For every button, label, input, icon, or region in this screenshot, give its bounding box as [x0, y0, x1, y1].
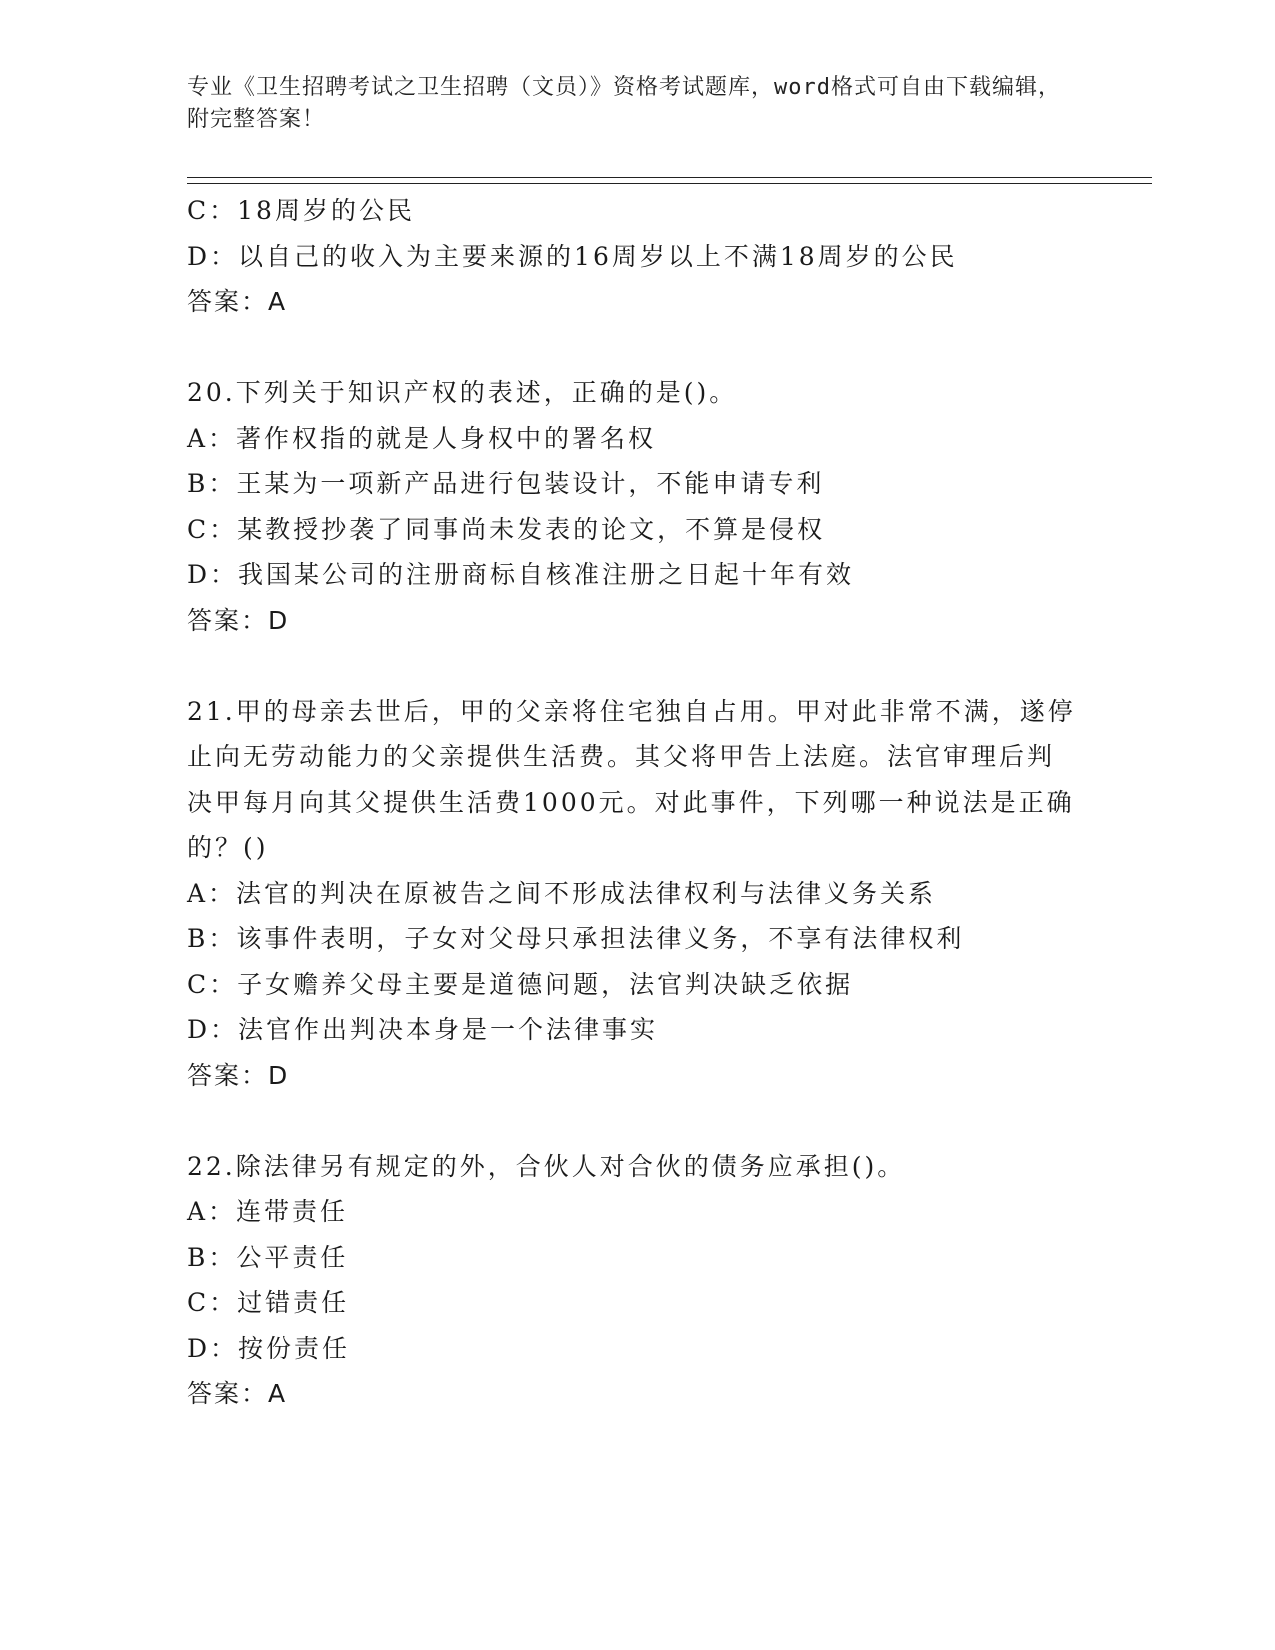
- question-block-20: [187, 370, 1077, 643]
- option-d: D：按份责任: [187, 1333, 351, 1363]
- header-divider-bottom: [187, 183, 1152, 184]
- option-d: D：以自己的收入为主要来源的16周岁以上不满18周岁的公民: [187, 241, 958, 271]
- option-b: B：公平责任: [187, 1242, 349, 1272]
- option-a: A：著作权指的就是人身权中的署名权: [187, 423, 657, 453]
- answer-line: 答案：A: [187, 1379, 288, 1408]
- question-stem: 22.除法律另有规定的外，合伙人对合伙的债务应承担()。: [187, 1151, 906, 1181]
- spacer: [187, 325, 1077, 371]
- option-c: C：18周岁的公民: [187, 196, 415, 225]
- option-b: B：该事件表明，子女对父母只承担法律义务，不享有法律权利: [187, 924, 965, 953]
- option-d: D：法官作出判决本身是一个法律事实: [187, 1015, 659, 1044]
- option-a: A：法官的判决在原被告之间不形成法律权利与法律义务关系: [187, 878, 937, 908]
- answer-line: 答案：D: [187, 605, 290, 635]
- spacer: [187, 1098, 1077, 1144]
- question-block-prev: [187, 188, 1077, 325]
- question-block-21: [187, 689, 1077, 1099]
- answer-line: 答案：A: [187, 287, 288, 316]
- option-c: C：过错责任: [187, 1288, 350, 1317]
- option-d: D：我国某公司的注册商标自核准注册之日起十年有效: [187, 560, 855, 589]
- header-divider-top: [187, 177, 1152, 178]
- question-stem: 21.甲的母亲去世后，甲的父亲将住宅独自占用。甲对此非常不满，遂停止向无劳动能力的父亲提供生活费。其父将甲告上法庭。法官审理后判决甲每月向其父提供生活费1000元。对此事件，下列哪一种说法是正确的？(): [187, 696, 1076, 862]
- header-title: 专业《卫生招聘考试之卫生招聘（文员）》资格考试题库，word格式可自由下载编辑，附完整答案！: [187, 75, 1061, 132]
- question-stem: 20.下列关于知识产权的表述，正确的是()。: [187, 378, 738, 407]
- question-list: [187, 188, 1077, 1417]
- option-c: C：子女赡养父母主要是道德问题，法官判决缺乏依据: [187, 969, 854, 999]
- document-header: [187, 72, 1067, 136]
- option-c: C：某教授抄袭了同事尚未发表的论文，不算是侵权: [187, 514, 826, 544]
- question-block-22: [187, 1144, 1077, 1417]
- option-b: B：王某为一项新产品进行包装设计，不能申请专利: [187, 469, 825, 498]
- spacer: [187, 643, 1077, 689]
- option-a: A：连带责任: [187, 1197, 349, 1226]
- answer-line: 答案：D: [187, 1060, 290, 1090]
